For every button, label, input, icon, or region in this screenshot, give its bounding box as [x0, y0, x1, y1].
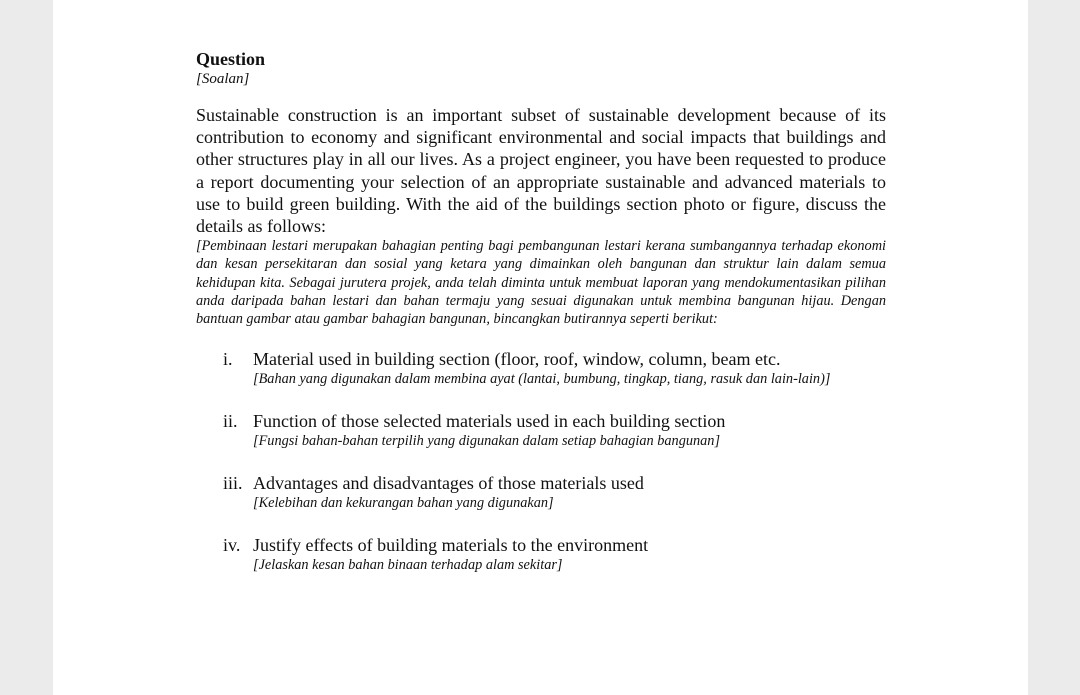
document-content: [196, 48, 886, 596]
list-item-number: iii.: [223, 473, 243, 494]
list-item-malay: [Fungsi bahan-bahan terpilih yang digunakan dalam setiap bahagian bangunan]: [253, 433, 721, 450]
intro-paragraph-malay: [Pembinaan lestari merupakan bahagian penting bagi pembangunan lestari kerana sumbangannya terhadap ekonomi dan kesan persekitaran dan sosial yang ketara yang dimainkan oleh bangunan dan struktur lain dalam semua kehidupan kita. Sebagai jurutera projek, anda telah diminta untuk membuat laporan yang mendokumentasikan pilihan anda daripada bahan lestari dan bahan termaju yang sesuai digunakan untuk membina bangunan hijau. Dengan bantuan gambar atau gambar bahagian bangunan, bincangkan butirannya seperti berikut:: [196, 238, 886, 328]
list-item-english: Justify effects of building materials to the environment: [253, 535, 649, 556]
list-item: [196, 348, 886, 388]
list-item-malay: [Kelebihan dan kekurangan bahan yang digunakan]: [253, 495, 554, 512]
list-item-english: Material used in building section (floor, roof, window, column, beam etc.: [253, 349, 781, 370]
list-item-number: ii.: [223, 411, 238, 432]
list-item-malay: [Jelaskan kesan bahan binaan terhadap alam sekitar]: [253, 557, 563, 574]
intro-paragraph-english: Sustainable construction is an important subset of sustainable development because of its contribution to economy and significant environmental and social impacts that buildings and other structures play in all our lives. As a project engineer, you have been requested to produce a report documenting your selection of an appropriate sustainable and advanced materials to use to build green building. With the aid of the buildings section photo or figure, discuss the details as follows:: [196, 105, 886, 237]
list-item-english: Advantages and disadvantages of those materials used: [253, 473, 644, 494]
question-heading: Question: [196, 49, 266, 69]
question-subheading: [Soalan]: [196, 71, 250, 87]
list-item: [196, 472, 886, 512]
list-item-number: i.: [223, 349, 233, 370]
document-page: [53, 0, 1028, 695]
list-item: [196, 410, 886, 450]
question-list: [196, 348, 886, 574]
list-item-number: iv.: [223, 535, 241, 556]
list-item-malay: [Bahan yang digunakan dalam membina ayat (lantai, bumbung, tingkap, tiang, rasuk dan lain-lain)]: [253, 371, 831, 388]
list-item: [196, 534, 886, 574]
list-item-english: Function of those selected materials used in each building section: [253, 411, 726, 432]
